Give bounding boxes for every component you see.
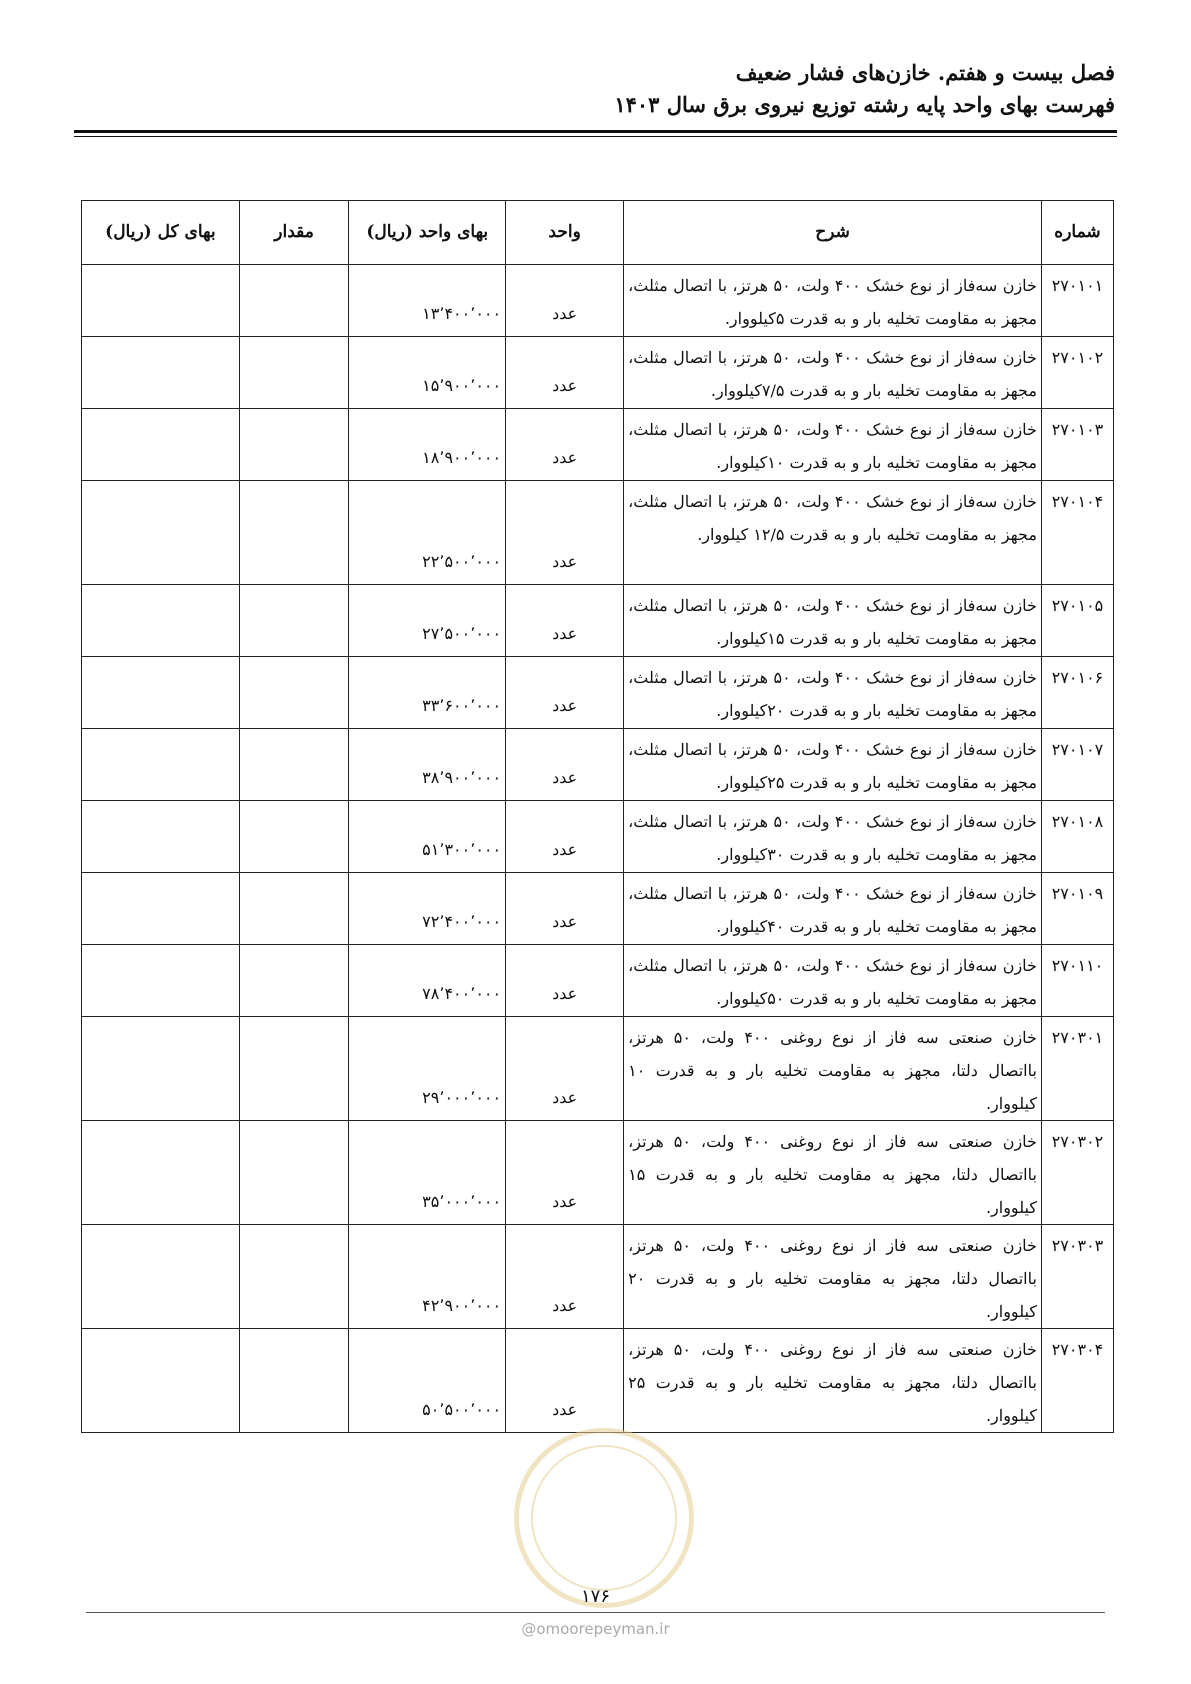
- cell-unit: عدد: [506, 1225, 624, 1329]
- header-rule-thin: [74, 136, 1117, 137]
- table-row: [82, 337, 1114, 409]
- cell-total-price: [82, 337, 240, 409]
- cell-unit: عدد: [506, 409, 624, 481]
- cell-unit-price: ۳۸٬۹۰۰٬۰۰۰: [349, 729, 506, 801]
- cell-quantity: [239, 945, 349, 1017]
- cell-description: خازن سه‌فاز از نوع خشک ۴۰۰ ولت، ۵۰ هرتز، با اتصال مثلث، مجهز به مقاومت تخلیه بار و به قدرت ۱۵کیلووار.: [624, 585, 1042, 657]
- cell-code: ۲۷۰۱۰۱: [1041, 265, 1113, 337]
- table-row: [82, 1329, 1114, 1433]
- cell-total-price: [82, 873, 240, 945]
- cell-code: ۲۷۰۱۰۶: [1041, 657, 1113, 729]
- cell-code: ۲۷۰۳۰۱: [1041, 1017, 1113, 1121]
- cell-unit: عدد: [506, 337, 624, 409]
- cell-total-price: [82, 1121, 240, 1225]
- cell-code: ۲۷۰۱۰۸: [1041, 801, 1113, 873]
- column-header-unit-price: بهای واحد (ریال): [349, 201, 506, 265]
- cell-unit-price: ۵۰٬۵۰۰٬۰۰۰: [349, 1329, 506, 1433]
- cell-code: ۲۷۰۱۰۴: [1041, 481, 1113, 585]
- cell-total-price: [82, 585, 240, 657]
- cell-total-price: [82, 729, 240, 801]
- cell-code: ۲۷۰۳۰۳: [1041, 1225, 1113, 1329]
- watermark-seal: [514, 1428, 694, 1608]
- header-rule-thick: [74, 130, 1117, 133]
- table-row: [82, 265, 1114, 337]
- cell-description: خازن سه‌فاز از نوع خشک ۴۰۰ ولت، ۵۰ هرتز، با اتصال مثلث، مجهز به مقاومت تخلیه بار و به قدرت ۲۰کیلووار.: [624, 657, 1042, 729]
- table-row: [82, 585, 1114, 657]
- cell-total-price: [82, 657, 240, 729]
- cell-total-price: [82, 481, 240, 585]
- column-header-total-price: بهای کل (ریال): [82, 201, 240, 265]
- cell-unit: عدد: [506, 265, 624, 337]
- cell-unit-price: ۲۲٬۵۰۰٬۰۰۰: [349, 481, 506, 585]
- price-list-table: [81, 200, 1114, 1433]
- cell-description: خازن سه‌فاز از نوع خشک ۴۰۰ ولت، ۵۰ هرتز، با اتصال مثلث، مجهز به مقاومت تخلیه بار و به قدرت ۷/۵کیلووار.: [624, 337, 1042, 409]
- cell-unit-price: ۱۳٬۴۰۰٬۰۰۰: [349, 265, 506, 337]
- cell-total-price: [82, 801, 240, 873]
- cell-unit: عدد: [506, 1121, 624, 1225]
- cell-description: خازن سه‌فاز از نوع خشک ۴۰۰ ولت، ۵۰ هرتز، با اتصال مثلث، مجهز به مقاومت تخلیه بار و به قدرت ۴۰کیلووار.: [624, 873, 1042, 945]
- cell-description: خازن سه‌فاز از نوع خشک ۴۰۰ ولت، ۵۰ هرتز، با اتصال مثلث، مجهز به مقاومت تخلیه بار و به قدرت ۱۲/۵ کیلووار.: [624, 481, 1042, 585]
- cell-quantity: [239, 873, 349, 945]
- cell-description: خازن سه‌فاز از نوع خشک ۴۰۰ ولت، ۵۰ هرتز، با اتصال مثلث، مجهز به مقاومت تخلیه بار و به قدرت ۱۰کیلووار.: [624, 409, 1042, 481]
- cell-code: ۲۷۰۱۰۵: [1041, 585, 1113, 657]
- cell-unit: عدد: [506, 729, 624, 801]
- column-header-description: شرح: [624, 201, 1042, 265]
- cell-unit-price: ۳۳٬۶۰۰٬۰۰۰: [349, 657, 506, 729]
- table-row: [82, 657, 1114, 729]
- cell-quantity: [239, 1225, 349, 1329]
- cell-description: خازن صنعتی سه فاز از نوع روغنی ۴۰۰ ولت، ۵۰ هرتز، بااتصال دلتا، مجهز به مقاومت تخلیه بار و به قدرت ۱۵ کیلووار.: [624, 1121, 1042, 1225]
- table-header-row: [82, 201, 1114, 265]
- table-row: [82, 1017, 1114, 1121]
- cell-unit: عدد: [506, 585, 624, 657]
- cell-unit-price: ۴۲٬۹۰۰٬۰۰۰: [349, 1225, 506, 1329]
- cell-description: خازن صنعتی سه فاز از نوع روغنی ۴۰۰ ولت، ۵۰ هرتز، بااتصال دلتا، مجهز به مقاومت تخلیه بار و به قدرت ۲۵ کیلووار.: [624, 1329, 1042, 1433]
- cell-unit-price: ۱۵٬۹۰۰٬۰۰۰: [349, 337, 506, 409]
- table-body: [82, 265, 1114, 1433]
- cell-code: ۲۷۰۱۰۷: [1041, 729, 1113, 801]
- cell-quantity: [239, 1329, 349, 1433]
- cell-unit: عدد: [506, 481, 624, 585]
- site-watermark: @omoorepeyman.ir: [521, 1620, 670, 1638]
- cell-quantity: [239, 265, 349, 337]
- table-row: [82, 873, 1114, 945]
- cell-total-price: [82, 1017, 240, 1121]
- column-header-code: شماره: [1041, 201, 1113, 265]
- cell-unit-price: ۷۲٬۴۰۰٬۰۰۰: [349, 873, 506, 945]
- cell-description: خازن سه‌فاز از نوع خشک ۴۰۰ ولت، ۵۰ هرتز، با اتصال مثلث، مجهز به مقاومت تخلیه بار و به قدرت ۳۰کیلووار.: [624, 801, 1042, 873]
- cell-code: ۲۷۰۱۰۳: [1041, 409, 1113, 481]
- cell-description: خازن سه‌فاز از نوع خشک ۴۰۰ ولت، ۵۰ هرتز، با اتصال مثلث، مجهز به مقاومت تخلیه بار و به قدرت ۲۵کیلووار.: [624, 729, 1042, 801]
- page-header: [76, 58, 1115, 122]
- cell-unit: عدد: [506, 801, 624, 873]
- cell-description: خازن سه‌فاز از نوع خشک ۴۰۰ ولت، ۵۰ هرتز، با اتصال مثلث، مجهز به مقاومت تخلیه بار و به قدرت ۵کیلووار.: [624, 265, 1042, 337]
- cell-total-price: [82, 265, 240, 337]
- cell-quantity: [239, 729, 349, 801]
- cell-total-price: [82, 945, 240, 1017]
- cell-unit-price: ۱۸٬۹۰۰٬۰۰۰: [349, 409, 506, 481]
- cell-unit: عدد: [506, 1329, 624, 1433]
- cell-quantity: [239, 409, 349, 481]
- cell-quantity: [239, 1121, 349, 1225]
- cell-description: خازن سه‌فاز از نوع خشک ۴۰۰ ولت، ۵۰ هرتز، با اتصال مثلث، مجهز به مقاومت تخلیه بار و به قدرت ۵۰کیلووار.: [624, 945, 1042, 1017]
- cell-code: ۲۷۰۱۰۲: [1041, 337, 1113, 409]
- table-row: [82, 1225, 1114, 1329]
- cell-total-price: [82, 1329, 240, 1433]
- page-number: ۱۷۶: [580, 1586, 610, 1607]
- cell-description: خازن صنعتی سه فاز از نوع روغنی ۴۰۰ ولت، ۵۰ هرتز، بااتصال دلتا، مجهز به مقاومت تخلیه بار و به قدرت ۲۰ کیلووار.: [624, 1225, 1042, 1329]
- table-row: [82, 409, 1114, 481]
- cell-quantity: [239, 801, 349, 873]
- cell-quantity: [239, 585, 349, 657]
- footer-rule: [86, 1612, 1105, 1613]
- cell-unit: عدد: [506, 945, 624, 1017]
- table-row: [82, 801, 1114, 873]
- cell-total-price: [82, 1225, 240, 1329]
- cell-quantity: [239, 481, 349, 585]
- column-header-quantity: مقدار: [239, 201, 349, 265]
- cell-unit-price: ۵۱٬۳۰۰٬۰۰۰: [349, 801, 506, 873]
- chapter-title: فصل بیست و هفتم. خازن‌های فشار ضعیف: [735, 60, 1115, 85]
- table-row: [82, 729, 1114, 801]
- cell-quantity: [239, 1017, 349, 1121]
- cell-unit-price: ۲۷٬۵۰۰٬۰۰۰: [349, 585, 506, 657]
- cell-unit-price: ۷۸٬۴۰۰٬۰۰۰: [349, 945, 506, 1017]
- cell-description: خازن صنعتی سه فاز از نوع روغنی ۴۰۰ ولت، ۵۰ هرتز، بااتصال دلتا، مجهز به مقاومت تخلیه بار و به قدرت ۱۰ کیلووار.: [624, 1017, 1042, 1121]
- table-row: [82, 1121, 1114, 1225]
- cell-unit: عدد: [506, 657, 624, 729]
- document-subtitle: فهرست بهای واحد پایه رشته توزیع نیروی برق سال ۱۴۰۳: [614, 92, 1115, 117]
- cell-unit-price: ۲۹٬۰۰۰٬۰۰۰: [349, 1017, 506, 1121]
- cell-unit-price: ۳۵٬۰۰۰٬۰۰۰: [349, 1121, 506, 1225]
- cell-code: ۲۷۰۱۱۰: [1041, 945, 1113, 1017]
- cell-total-price: [82, 409, 240, 481]
- cell-quantity: [239, 337, 349, 409]
- cell-code: ۲۷۰۳۰۴: [1041, 1329, 1113, 1433]
- cell-unit: عدد: [506, 1017, 624, 1121]
- column-header-unit: واحد: [506, 201, 624, 265]
- table-row: [82, 945, 1114, 1017]
- cell-unit: عدد: [506, 873, 624, 945]
- cell-code: ۲۷۰۳۰۲: [1041, 1121, 1113, 1225]
- cell-quantity: [239, 657, 349, 729]
- table-row: [82, 481, 1114, 585]
- cell-code: ۲۷۰۱۰۹: [1041, 873, 1113, 945]
